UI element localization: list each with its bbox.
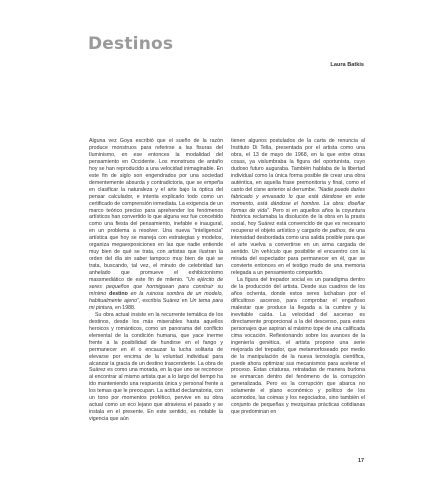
article-title: Destinos bbox=[88, 34, 174, 54]
paragraph-text: Alguna vez Goya escribió que el sueño de la razón produce monstruos para referirse a las fisuras del Iluminismo, en ese entonces la modalidad del pensamiento en Occidente. Los monstruos de antaño hoy se han reproducido a una velocidad inimaginable. En este fin de siglo son engendrados por una sociedad dementemente absurda y contradictoria, que se empeña en clasificar la naturaleza y el arte bajo la óptica del pensar calculador, e intenta explicarlo todo como un certificado de comprensión inmediata. La exigencia de un marco teórico preciso para aprehender los fenómenos artísticos han convertido lo que alguna vez fue concebido como una fiesta del pensamiento, inefable e inaugural, en un problema a resolver. Una nueva “inteligencia” artística que hoy se maneja con estrategias y modelos, organiza megaexposiciones en las que nadie entiende muy bien de qué se trata, con artistas que ilustran la orden del día sin saber tampoco muy bien de qué se trata, buscando, tal vez, el minuto de celebridad tan anhelado que promueve el exhibicionismo massmediático de este fin de milenio. bbox=[89, 138, 223, 284]
paragraph: La figura del trepador social es un paradigma dentro de la producción del artista. Desde sus cuadros de los años ochenta, donde estos seres luchaban por el difícultoso ascenso, para comprobar el engañoso malestar que produce la llegada a la cumbre y la inevitable caída. La velocidad del ascenso es directamente proporcional a la del descenso, para estos personajes que aspiran al máximo tope de una calificada cima vocación. Reflexionando sobre los avances de la ingeniería genética, el artista propone una serie mejorada del trepador, que metamorfoseado por medio de la manipulación de la nueva tecnología científica, puede ahora optimizar sus mecanismos para acelerar el proceso. Estas criaturas, retratadas de manera burlona se enmarcan dentro del fenómeno de la corrupción generalizada. Pero es la corrupción que abarca no solamente el plano económico y político de los acomodos, las coimas y los negociados, sino también el conjunto de pequeñas y mezquinas prácticas cotidianas que predominan en bbox=[231, 277, 365, 416]
quote-bold-word: destino bbox=[109, 290, 128, 297]
paragraph-tail: Pero si en aquellos años la coyuntura histórica reclamaba la disolución de la obra en la praxis social, hoy Suárez está convencido de que es necesario recuperar el objeto artístico y cargarlo de bbox=[231, 207, 366, 235]
author-name: Laura Batkis bbox=[330, 62, 364, 68]
quote-text: “Un ejército de seres pequeños que hormiguean para construir su mínimo bbox=[89, 277, 224, 297]
text-column-left bbox=[89, 138, 223, 423]
paragraph-tail-end: de una intensidad desbordada como una salida posible para que el arte vuelva a convertirse en un arma cargada de sentido. Un vehículo que posibilite el encuentro con la mirada del espectador para permanecer en él, que se convierte entonces en el testigo mudo de una memoria relegada a un pensamiento compartido. bbox=[231, 228, 365, 277]
work-title: Un tema para mi pintura, bbox=[89, 297, 223, 311]
pathos-word: pathos, bbox=[329, 228, 347, 235]
page-number: 17 bbox=[358, 458, 364, 464]
text-column-right bbox=[231, 138, 365, 416]
paragraph: Su obra actual insiste en la recurrente temática de los destinos, desde los más miserables hasta aquellos heroicos y románticos, como un panorama del conflicto elemental de la condición humana, que yace inerme frente a la posibilidad de hundirse en el fango y permanecer en él o encauzar la lucha solitaria de elevarse por encima de la voluntad individual para alcanzar la gracia de un destino trascendente. La obra de Suárez es como una morada, en la que uno se reconoce al encontrar al mismo artista que a lo largo del tiempo ha ido manteniendo una respuesta única y personal frente a los temas que le preocupan. La actitud declamatoria, con un tono por momentos profético, pervive en su obra actual como un eco lejano que atraviesa el pasado y se instala en el presente. En este sentido, es notable la vigencia que aún bbox=[89, 311, 223, 423]
paragraph bbox=[89, 138, 223, 312]
quote-text-end: en la ruinosa sombra de un modelo, habitualmente ajeno”, bbox=[89, 290, 223, 304]
paragraph bbox=[231, 138, 365, 277]
quote-text: “Nadie puede darles fabricado y envasado lo que está dándose en este momento, está dándose el hombre. La obra: diseñar formas de vida”. bbox=[231, 186, 365, 214]
paragraph-text: tienen algunos postulados de la carta de renuncia al Instituto Di Tella, presentada por el artista como una obra, el 13 de mayo de 1968, en la que entre otras cosas, ya vislumbraba la figura del oportunista, cuyo dudoso futuro auguraba. También hablaba de la libertad individual como la única forma posible de crear una obra auténtica, en aquella frase premonitoria y final, como el canto del cisne anterior al derrumbe. bbox=[231, 138, 365, 193]
paragraph-tail: escribía Suárez en bbox=[142, 297, 188, 304]
paragraph-tail-end: en 1988. bbox=[114, 304, 136, 311]
